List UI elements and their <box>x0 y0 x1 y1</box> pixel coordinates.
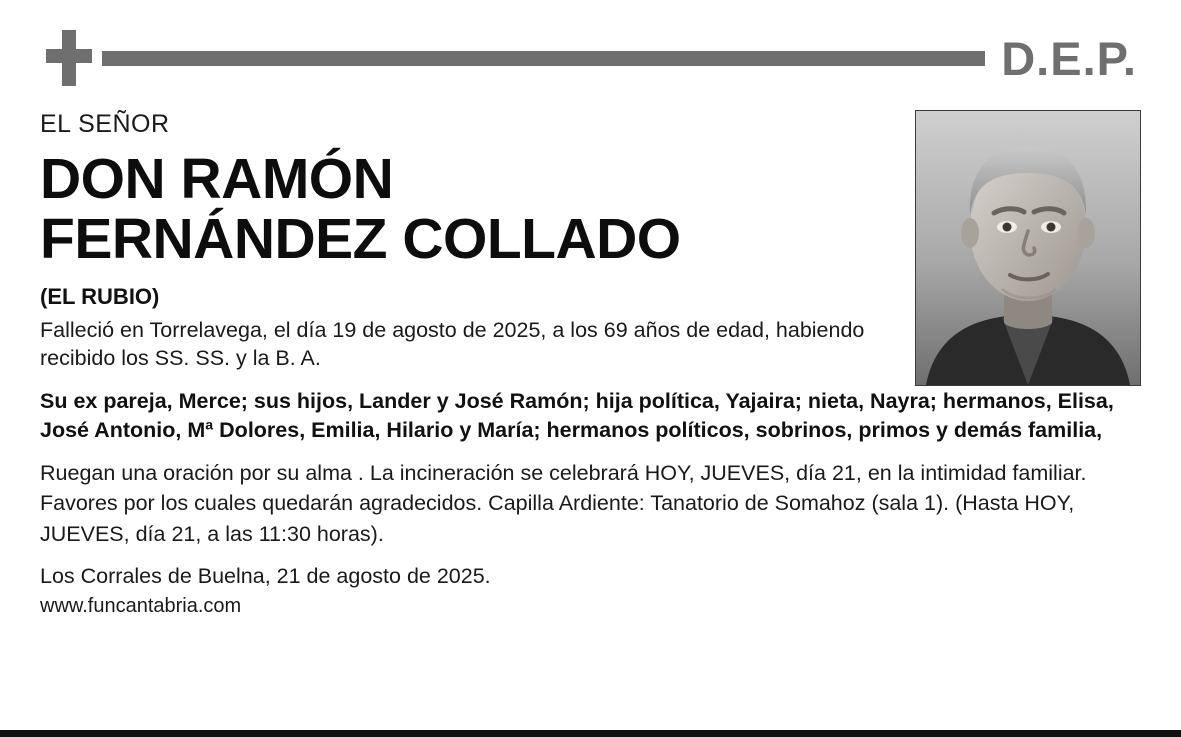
obituary-text-column <box>40 110 900 373</box>
place-and-date: Los Corrales de Buelna, 21 de agosto de 2025. <box>40 564 491 589</box>
header-rule <box>102 51 985 66</box>
family-list: Su ex pareja, Merce; sus hijos, Lander y José Ramón; hija política, Yajaira; nieta, Nayra; hermanos, Elisa, José Antonio, Mª Dolores, Emilia, Hilario y María; hermanos políticos, sobrinos, primos y demás familia, <box>40 388 1114 443</box>
nickname: (EL RUBIO) <box>40 283 160 309</box>
name-line-1: DON RAMÓN <box>40 147 394 211</box>
obituary-header <box>40 22 1141 94</box>
website-link[interactable]: www.funcantabria.com <box>40 595 242 618</box>
name-line-2: FERNÁNDEZ COLLADO <box>40 207 681 272</box>
funeral-notice: Ruegan una oración por su alma . La incineración se celebrará HOY, JUEVES, día 21, en la intimidad familiar. Favores por los cuales quedarán agradecidos. Capilla Ardiente: Tanatorio de Somahoz (sala 1). (Hasta HOY, JUEVES, día 21, a las 11:30 horas). <box>40 460 1087 546</box>
obituary-body <box>40 110 1141 619</box>
cross-icon <box>46 30 92 86</box>
eyebrow-label: EL SEÑOR <box>40 110 170 138</box>
death-info: Falleció en Torrelavega, el día 19 de agosto de 2025, a los 69 años de edad, habiendo recibido los SS. SS. y la B. A. <box>40 317 865 371</box>
dep-label: D.E.P. <box>1001 31 1137 85</box>
portrait-illustration <box>916 111 1140 385</box>
portrait-photo <box>915 110 1141 386</box>
page-title <box>40 149 900 270</box>
